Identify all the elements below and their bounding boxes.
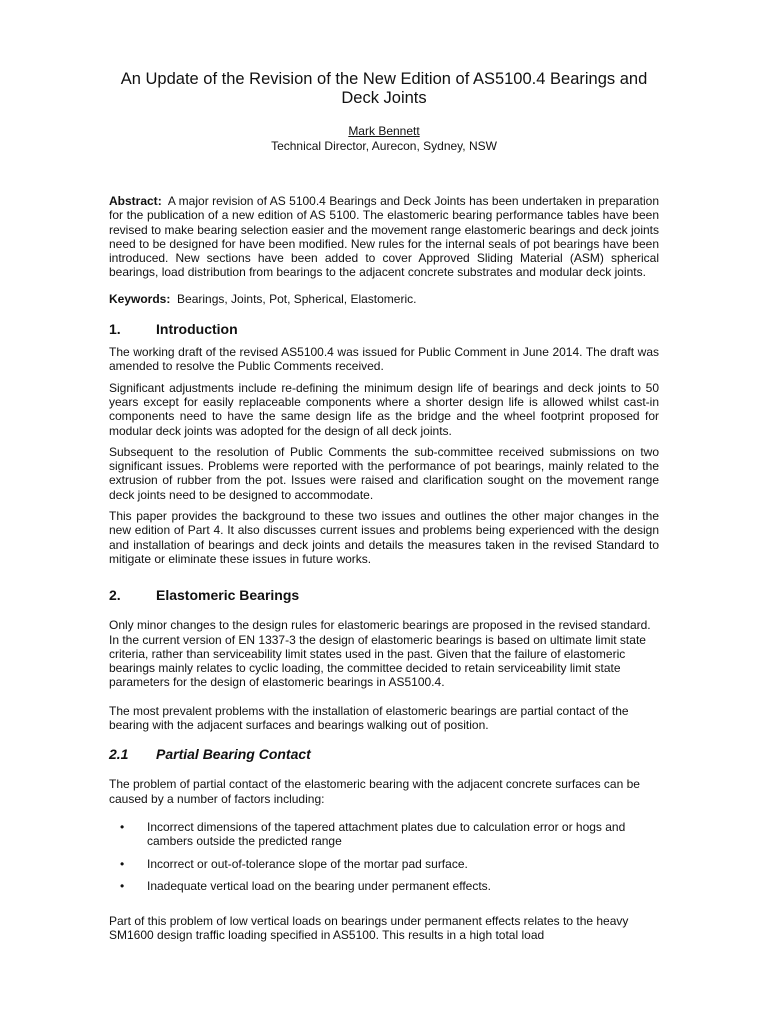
abstract-label: Abstract [109,194,158,208]
keywords-text: Bearings, Joints, Pot, Spherical, Elastomeric. [177,291,417,306]
paragraph: The problem of partial contact of the elastomeric bearing with the adjacent concrete surfaces can be caused by a number of factors including: [109,777,640,806]
section-number: 2. [109,587,121,604]
paragraph: This paper provides the background to these two issues and outlines the other major changes in the new edition of Part 4. It also discusses current issues and problems being experienced with the design and installation of bearings and deck joints and details the measures taken in the revised Standard to mitigate or eliminate these issues in future works. [109,509,659,566]
paragraph: The working draft of the revised AS5100.4 was issued for Public Comment in June 2014. The draft was amended to resolve the Public Comments received. [109,345,659,374]
abstract: Abstract: A major revision of AS 5100.4 Bearings and Deck Joints has been undertaken in preparation for the publication of a new edition of AS 5100. The elastomeric bearing performance tables have been revised to make bearing selection easier and the movement range elastomeric bearings and deck joints need to be designed for have been modified. New rules for the internal seals of pot bearings have been introduced. New sections have been added to cover Approved Sliding Material (ASM) spherical bearings, load distribution from bearings to the adjacent concrete substrates and modular deck joints. [109,194,659,280]
section-heading-introduction [109,321,659,338]
paragraph: Significant adjustments include re-defining the minimum design life of bearings and deck joints to 50 years except for easily replaceable components where a shorter design life is allowed whilst cast-in components need to have the same design life as the bridge and the wheel footprint proposed for modular deck joints was adopted for the design of all deck joints. [109,380,659,438]
paragraph: Part of this problem of low vertical loads on bearings under permanent effects relates to the heavy SM1600 design traffic loading specified in AS5100. This results in a high total load [109,914,629,943]
subsection-heading-partial-bearing-contact [109,746,659,763]
abstract-text: A major revision of AS 5100.4 Bearings and Deck Joints has been undertaken in preparation for the publication of a new edition of AS 5100. The elastomeric bearing performance tables have been revised to make bearing selection easier and the movement range elastomeric bearings and deck joints need to be designed for have been modified. New rules for the internal seals of pot bearings have been introduced. New sections have been added to cover Approved Sliding Material (ASM) spherical bearings, load distribution from bearings to the adjacent concrete substrates and modular deck joints. [109,194,659,280]
list-item-text: Incorrect dimensions of the tapered attachment plates due to calculation error or hogs and cambers outside the predicted range [147,819,626,849]
section-number: 1. [109,321,121,338]
section-title: Elastomeric Bearings [156,587,300,604]
list-item-text: Inadequate vertical load on the bearing under permanent effects. [147,878,492,893]
paragraph: The most prevalent problems with the installation of elastomeric bearings are partial contact of the bearing with the adjacent surfaces and bearings walking out of position. [109,703,629,733]
list-item-text: Incorrect or out-of-tolerance slope of the mortar pad surface. [147,856,468,871]
list-item [109,879,659,893]
keywords: Keywords: Bearings, Joints, Pot, Spherical, Elastomeric. [109,291,417,306]
bullet-icon: • [120,819,125,834]
bullet-list [109,820,659,893]
paragraph: Subsequent to the resolution of Public Comments the sub-committee received submissions on two significant issues. Problems were reported with the performance of pot bearings, mainly related to the extrusion of rubber from the pot. Issues were raised and clarification sought on the movement range deck joints need to be designed to accommodate. [109,444,659,502]
section-heading-elastomeric-bearings [109,587,659,604]
subsection-title: Partial Bearing Contact [156,746,311,763]
bullet-icon: • [120,856,125,871]
subsection-number: 2.1 [109,746,129,763]
keywords-label: Keywords [109,291,167,306]
paragraph: Only minor changes to the design rules for elastomeric bearings are proposed in the revised standard. In the current version of EN 1337-3 the design of elastomeric bearings is based on ultimate limit state criteria, rather than serviceability limit states used in the past. Given that the failure of elastomeric bearings mainly relates to cyclic loading, the committee decided to retain serviceability limit state parameters for the design of elastomeric bearings in AS5100.4. [109,618,651,690]
author-affiliation: Technical Director, Aurecon, Sydney, NSW [271,139,497,153]
list-item [109,820,659,849]
list-item [109,857,659,871]
author-name: Mark Bennett [348,124,420,138]
paper-page [109,70,659,943]
section-title: Introduction [156,321,238,338]
bullet-icon: • [120,878,125,893]
paper-title: An Update of the Revision of the New Edition of AS5100.4 Bearings and Deck Joints [120,70,648,107]
